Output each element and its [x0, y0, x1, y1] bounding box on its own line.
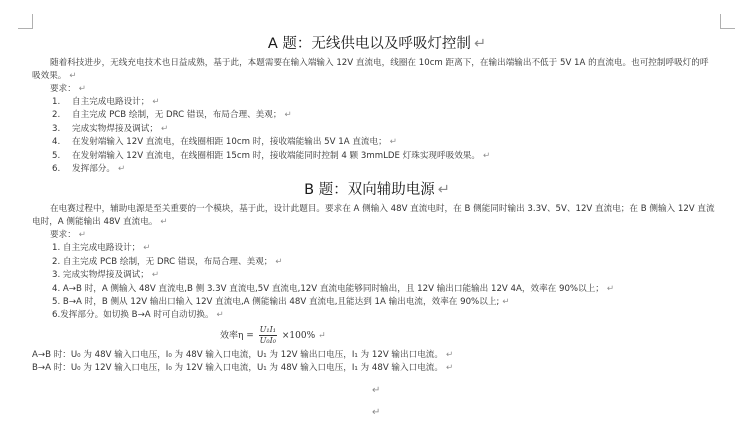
note-text: A→B 时：U₀ 为 48V 输入口电压，I₀ 为 48V 输入口电流，U₁ 为 12V 输出口电压，I₁ 为 12V 输出口电流。 [32, 349, 443, 360]
section-b-intro [32, 203, 722, 216]
paragraph-mark-icon: ↵ [446, 349, 454, 360]
list-item-number: 1. [52, 97, 61, 107]
list-item [52, 256, 722, 269]
formula-fraction [259, 325, 277, 346]
section-b-title [32, 179, 722, 201]
formula-suffix: ×100% [281, 330, 316, 341]
paragraph-mark-icon: ↵ [160, 123, 169, 134]
list-item [32, 123, 722, 136]
list-item-text: 发挥部分。 [72, 164, 115, 175]
section-b-intro-cont [32, 216, 722, 229]
formula-numerator: U₁I₁ [259, 324, 276, 334]
paragraph-mark-icon: ↵ [152, 97, 160, 107]
section-a-intro-cont [32, 70, 722, 83]
paragraph-mark-icon: ↵ [69, 71, 77, 81]
section-b-intro-text: 在电赛过程中，辅助电源是至关重要的一个模块，基于此，设计此题目。要求在 A 侧输入 48V 直流电时，在 B 侧能同时输出 3.3V、5V、12V 直流电；在 B 侧输入 12V 直流 [50, 204, 715, 215]
paragraph-mark-icon: ↵ [473, 36, 487, 52]
page-corner-top-left [18, 14, 33, 29]
paragraph-mark-icon: ↵ [78, 84, 86, 94]
note-text: B→A 时：U₀ 为 12V 输入口电压，I₀ 为 12V 输入口电流，U₁ 为 48V 输入口电压，I₁ 为 48V 输入口电流。 [32, 363, 443, 374]
list-item-text: 1. 自主完成电路设计； [52, 243, 141, 254]
paragraph-mark-icon: ↵ [216, 310, 224, 321]
list-item-text: 6.发挥部分。如切换 B→A 时可自动切换。 [52, 310, 214, 321]
section-a-req-label-text: 要求： [50, 84, 76, 94]
list-item-number: 5. [52, 150, 61, 161]
section-a-intro [32, 57, 722, 70]
list-item-number: 2. [52, 110, 61, 121]
paragraph-mark-icon: ↵ [606, 283, 615, 294]
paragraph-mark-icon: ↵ [372, 384, 381, 396]
list-item [32, 150, 722, 163]
list-item [32, 136, 722, 149]
list-item [52, 296, 722, 309]
list-item-number: 6. [52, 164, 61, 175]
list-item [32, 109, 722, 122]
paragraph-mark-icon: ↵ [151, 270, 160, 281]
section-a-intro-text: 随着科技进步，无线充电技术也日益成熟，基于此，本题需要在输入端输入 12V 直流电，线圈在 10cm 距离下，在输出端输出不低于 5V 1A 的直流电。也可控制呼吸灯的呼 [50, 58, 709, 68]
section-b-title-text: B 题：双向辅助电源 [304, 182, 435, 199]
paragraph-mark-icon: ↵ [437, 182, 450, 199]
paragraph-mark-icon: ↵ [78, 230, 86, 241]
efficiency-formula [32, 325, 722, 347]
paragraph-mark-icon: ↵ [160, 217, 168, 228]
paragraph-mark-icon: ↵ [389, 137, 397, 148]
list-item-text: 自主完成电路设计； [72, 97, 150, 107]
paragraph-mark-icon: ↵ [372, 406, 381, 418]
list-item [32, 163, 722, 176]
formula-prefix: 效率η = [220, 330, 254, 341]
list-item-number: 3. [52, 123, 61, 134]
section-a-list [32, 96, 722, 176]
section-b-req-label-text: 要求： [50, 230, 76, 241]
formula-denominator: U₀I₀ [259, 335, 276, 345]
document-page [32, 33, 722, 422]
list-item-text: 5. B→A 时，B 侧从 12V 输出口输入 12V 直流电,A 侧能输出 48V 直流电,且能达到 1A 输出电流，效率在 90%以上; [52, 297, 500, 308]
list-item-text: 自主完成 PCB 绘制，无 DRC 错误，布局合理、美观； [72, 110, 282, 121]
paragraph-mark-icon: ↵ [143, 243, 151, 254]
list-item-text: 在发射端输入 12V 直流电，在线圈相距 15cm 时，接收端能同时控制 4 颗 3mmLDE 灯珠实现呼吸效果。 [72, 150, 480, 161]
list-item-text: 4. A→B 时，A 侧输入 48V 直流电,B 侧 3.3V 直流电,5V 直流电,12V 直流电能够同时输出，且 12V 输出口能输出 12V 4A，效率在 90%以上； [52, 283, 604, 294]
note-b-to-a [32, 362, 722, 375]
section-a-req-label [32, 83, 722, 96]
empty-paragraph [372, 382, 722, 400]
paragraph-mark-icon: ↵ [446, 363, 454, 374]
section-b-intro-cont-text: 电时，A 侧能输出 48V 直流电。 [32, 217, 158, 228]
section-b-list [32, 242, 722, 322]
paragraph-mark-icon: ↵ [318, 330, 326, 341]
paragraph-mark-icon: ↵ [275, 256, 283, 267]
paragraph-mark-icon: ↵ [117, 164, 126, 175]
list-item-number: 4. [52, 137, 61, 148]
note-a-to-b [32, 349, 722, 362]
list-item-text: 2. 自主完成 PCB 绘制，无 DRC 错误，布局合理、美观； [52, 256, 273, 267]
list-item [52, 309, 722, 322]
section-a-title [32, 33, 722, 55]
list-item [52, 283, 722, 296]
list-item-text: 3. 完成实物焊接及调试； [52, 270, 149, 281]
page-corner-top-right [720, 14, 735, 29]
empty-paragraph [372, 404, 722, 422]
list-item [32, 96, 722, 109]
list-item-text: 在发射端输入 12V 直流电，在线圈相距 10cm 时，接收端能输出 5V 1A 直流电； [72, 137, 387, 148]
list-item [52, 269, 722, 282]
section-a-title-text: A 题：无线供电以及呼吸灯控制 [267, 36, 471, 52]
list-item-text: 完成实物焊接及调试； [72, 123, 158, 134]
section-b-req-label [32, 229, 722, 242]
paragraph-mark-icon: ↵ [502, 297, 510, 308]
list-item [52, 242, 722, 255]
paragraph-mark-icon: ↵ [483, 150, 491, 161]
paragraph-mark-icon: ↵ [284, 110, 292, 121]
section-a-intro-cont-text: 吸效果。 [32, 71, 67, 81]
